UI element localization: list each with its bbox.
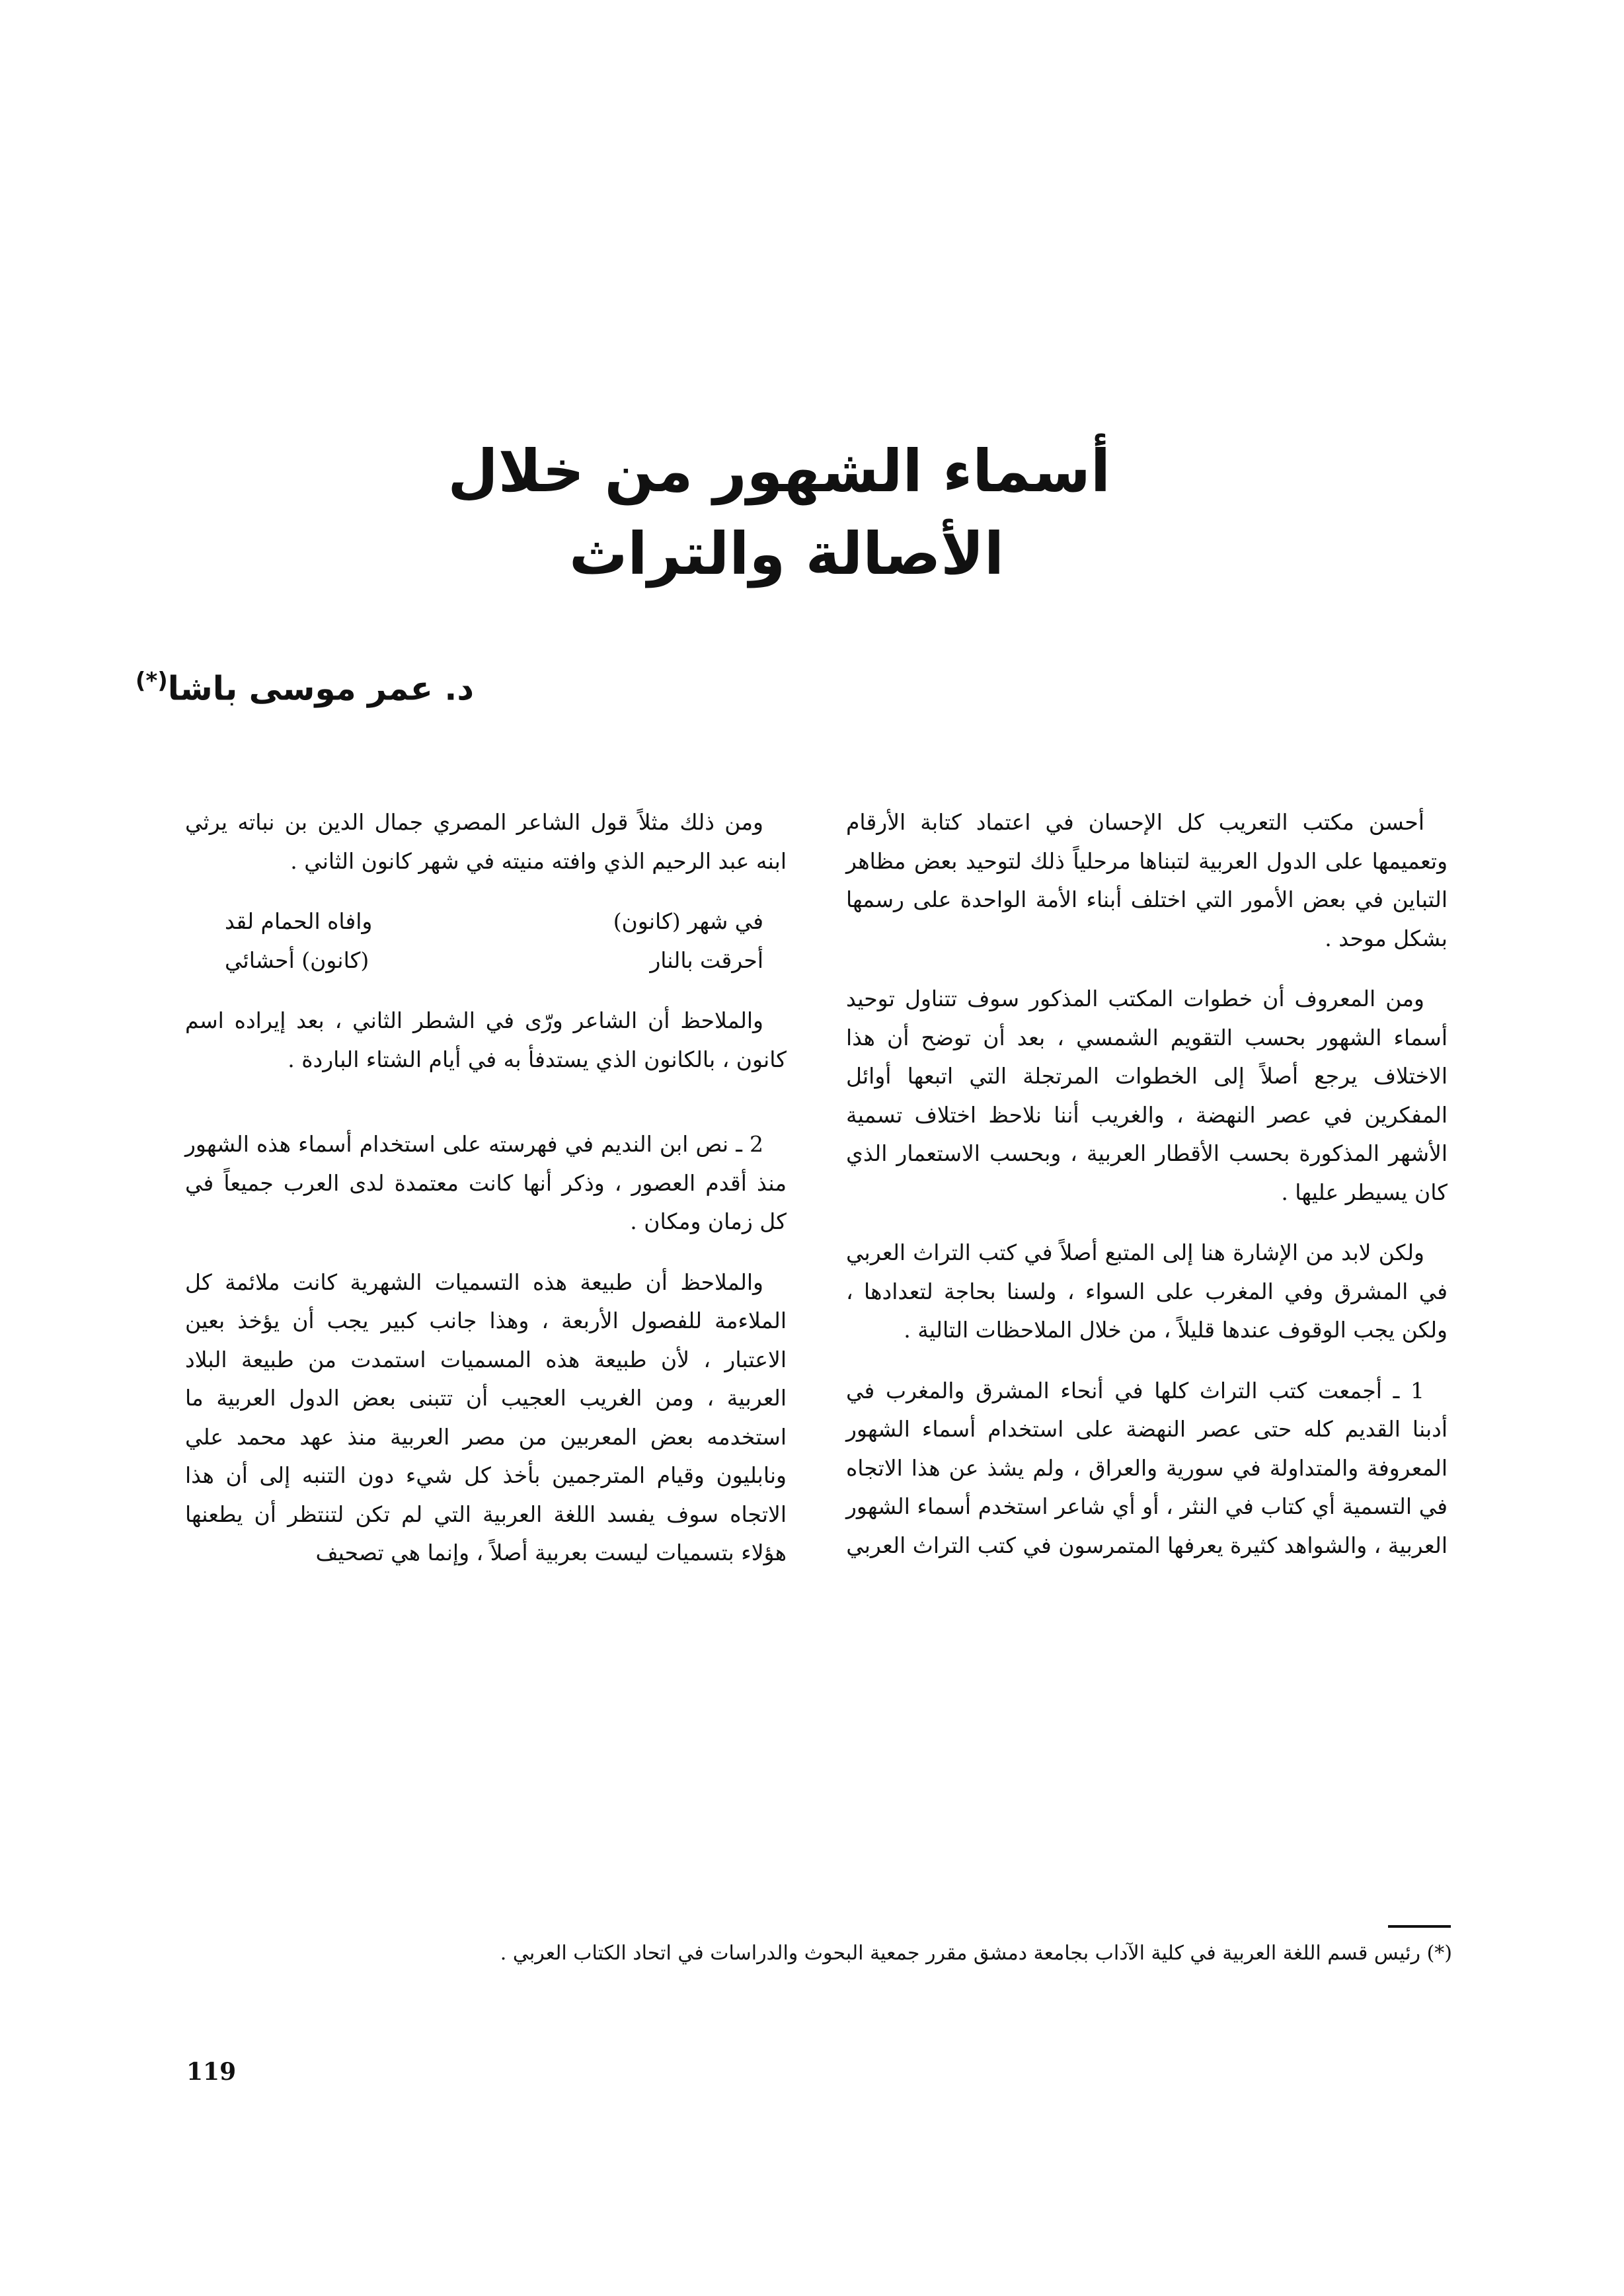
footnote: (*) رئيس قسم اللغة العربية في كلية الآداب بجامعة دمشق مقرر جمعية البحوث والدراسات في اتحاد الكتاب العربي . bbox=[500, 1942, 1452, 1965]
verse-hemistich: أحرقت بالنار bbox=[650, 947, 763, 973]
verse-line bbox=[185, 902, 787, 941]
footnote-divider bbox=[1388, 1925, 1451, 1928]
paragraph: 2 ـ نص ابن النديم في فهرسته على استخدام أسماء هذه الشهور منذ أقدم العصور ، وذكر أنها كانت معتمدة لدى العرب جميعاً في كل زمان ومكان . bbox=[185, 1131, 787, 1234]
title-line-1: أسماء الشهور من خلال bbox=[447, 437, 1110, 505]
paragraph: أحسن مكتب التعريب كل الإحسان في اعتماد كتابة الأرقام وتعميمها على الدول العربية لتبناها مرحلياً ذلك لتوحيد بعض مظاهر التباين في بعض الأمور التي اختلف أبناء الأمة الواحدة على رسمها بشكل موحد . bbox=[846, 809, 1448, 951]
left-column bbox=[185, 803, 787, 1595]
verse-line bbox=[185, 941, 787, 980]
author-footnote-marker: (*) bbox=[135, 668, 168, 694]
paragraph: والملاحظ أن الشاعر ورّى في الشطر الثاني ، بعد إيراده اسم كانون ، بالكانون الذي يستدفأ به في أيام الشتاء الباردة . bbox=[185, 1008, 787, 1072]
title-line-2: الأصالة والتراث bbox=[569, 520, 1004, 588]
right-column bbox=[846, 803, 1448, 1587]
paragraph: والملاحظ أن طبيعة هذه التسميات الشهرية كانت ملائمة كل الملاءمة للفصول الأربعة ، وهذا جانب كبير يجب أن يؤخذ بعين الاعتبار ، لأن طبيعة هذه المسميات استمدت من طبيعة البلاد العربية ، ومن الغريب العجيب أن تتبنى بعض الدول العربية ما استخدمه بعض المعربين من مصر العربية منذ عهد محمد علي ونابليون وقيام المترجمين بأخذ كل شيء دون التنبه إلى أن هذا الاتجاه سوف يفسد اللغة العربية التي لم تكن لتنتظر أن يطعنها هؤلاء بتسميات ليست بعربية أصلاً ، وإنما هي تصحيف bbox=[185, 1269, 787, 1565]
article-title bbox=[447, 430, 1110, 595]
paragraph: ولكن لابد من الإشارة هنا إلى المتبع أصلاً في كتب التراث العربي في المشرق وفي المغرب على السواء ، ولسنا بحاجة لتعدادها ، ولكن يجب الوقوف عندها قليلاً ، من خلال الملاحظات التالية . bbox=[846, 1240, 1448, 1343]
author-name: د. عمر موسى باشا bbox=[167, 669, 474, 708]
poem-verse bbox=[185, 902, 787, 980]
page-number: 119 bbox=[186, 2058, 237, 2086]
paragraph: 1 ـ أجمعت كتب التراث كلها في أنحاء المشرق والمغرب في أدبنا القديم كله حتى عصر النهضة على استخدام أسماء الشهور المعروفة والمتداولة في سورية والعراق ، ولم يشذ عن هذا الاتجاه في التسمية أي كتاب في النثر ، أو أي شاعر استخدم أسماء الشهور العربية ، والشواهد كثيرة يعرفها المتمرسون في كتب التراث العربي bbox=[846, 1377, 1448, 1558]
paragraph: ومن ذلك مثلاً قول الشاعر المصري جمال الدين بن نباته يرثي ابنه عبد الرحيم الذي وافته منيته في شهر كانون الثاني . bbox=[185, 809, 787, 874]
verse-hemistich: وافاه الحمام لقد bbox=[225, 908, 373, 934]
author-byline bbox=[135, 668, 474, 708]
verse-hemistich: في شهر (كانون) bbox=[613, 908, 763, 934]
verse-hemistich: (كانون) أحشائي bbox=[225, 947, 369, 973]
paragraph: ومن المعروف أن خطوات المكتب المذكور سوف تتناول توحيد أسماء الشهور بحسب التقويم الشمسي ، بعد أن توضح أن هذا الاختلاف يرجع أصلاً إلى الخطوات المرتجلة التي اتبعها أوائل المفكرين في عصر النهضة ، والغريب أننا نلاحظ اختلاف تسمية الأشهر المذكورة بحسب الأقطار العربية ، وبحسب الاستعمار الذي كان يسيطر عليها . bbox=[846, 986, 1448, 1205]
